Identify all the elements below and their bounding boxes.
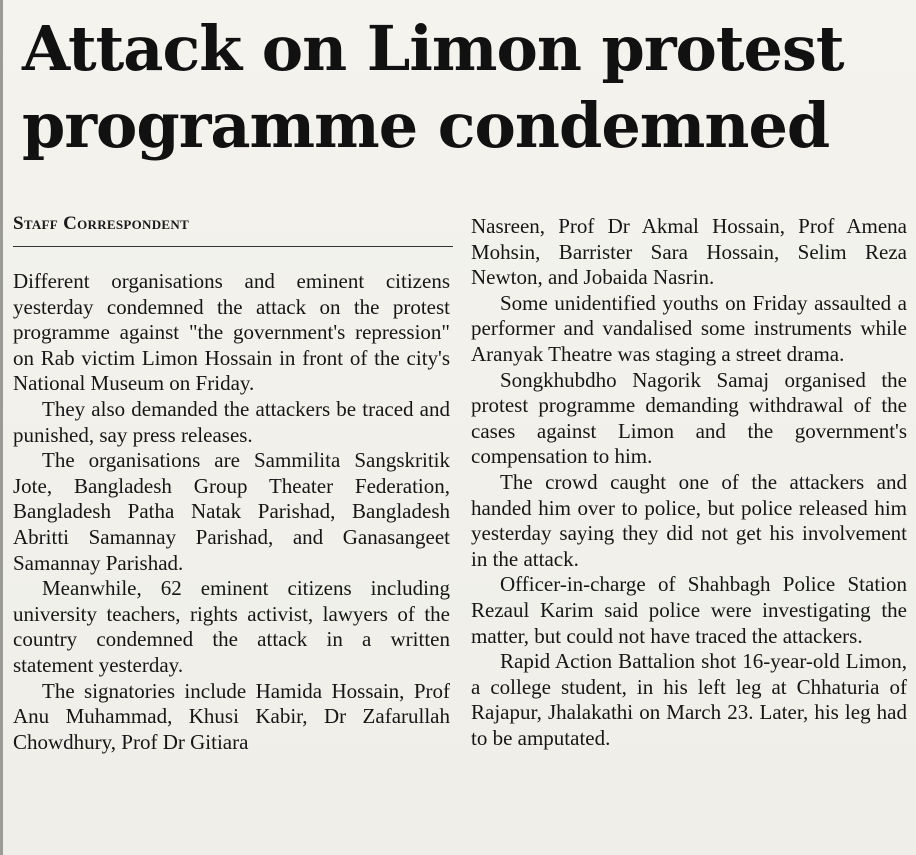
paragraph: The crowd caught one of the attackers and handed him over to police, but police released him yesterday saying they did not get his involvement in the attack. bbox=[471, 469, 907, 571]
column-rule bbox=[0, 0, 3, 855]
article-column-right bbox=[471, 214, 907, 751]
paragraph: They also demanded the attackers be traced and punished, say press releases. bbox=[13, 396, 450, 447]
paragraph: Some unidentified youths on Friday assaulted a performer and vandalised some instruments while Aranyak Theatre was staging a street drama. bbox=[471, 290, 907, 366]
paragraph: Different organisations and eminent citizens yesterday condemned the attack on the protest programme against "the government's repression" on Rab victim Limon Hossain in front of the city's National Museum on Friday. bbox=[13, 269, 450, 396]
paragraph: Rapid Action Battalion shot 16-year-old Limon, a college student, in his left leg at Chhaturia of Rajapur, Jhalakathi on March 23. Later, his leg had to be amputated. bbox=[471, 649, 907, 750]
headline bbox=[22, 10, 906, 164]
byline: Staff Correspondent bbox=[13, 213, 190, 234]
headline-line-1: Attack on Limon protest bbox=[22, 12, 844, 85]
article-column-left bbox=[13, 212, 450, 755]
paragraph: The signatories include Hamida Hossain, Prof Anu Muhammad, Khusi Kabir, Dr Zafarullah Chowdhury, Prof Dr Gitiara bbox=[13, 678, 450, 754]
headline-line-2: programme condemned bbox=[22, 89, 830, 162]
paragraph: Officer-in-charge of Shahbagh Police Station Rezaul Karim said police were investigating the matter, but could not have traced the attackers. bbox=[471, 572, 907, 648]
paragraph: Songkhubdho Nagorik Samaj organised the protest programme demanding withdrawal of the cases against Limon and the government's compensation to him. bbox=[471, 367, 907, 469]
paragraph: The organisations are Sammilita Sangskritik Jote, Bangladesh Group Theater Federation, Bangladesh Patha Natak Parishad, Bangladesh Abritti Samannay Parishad, and Ganasangeet Samannay Parishad. bbox=[13, 448, 450, 575]
paragraph: Meanwhile, 62 eminent citizens including university teachers, rights activist, lawyers of the country condemned the attack in a written statement yesterday. bbox=[13, 576, 450, 677]
byline-divider bbox=[13, 246, 453, 247]
paragraph: Nasreen, Prof Dr Akmal Hossain, Prof Amena Mohsin, Barrister Sara Hossain, Selim Reza Newton, and Jobaida Nasrin. bbox=[471, 214, 907, 290]
